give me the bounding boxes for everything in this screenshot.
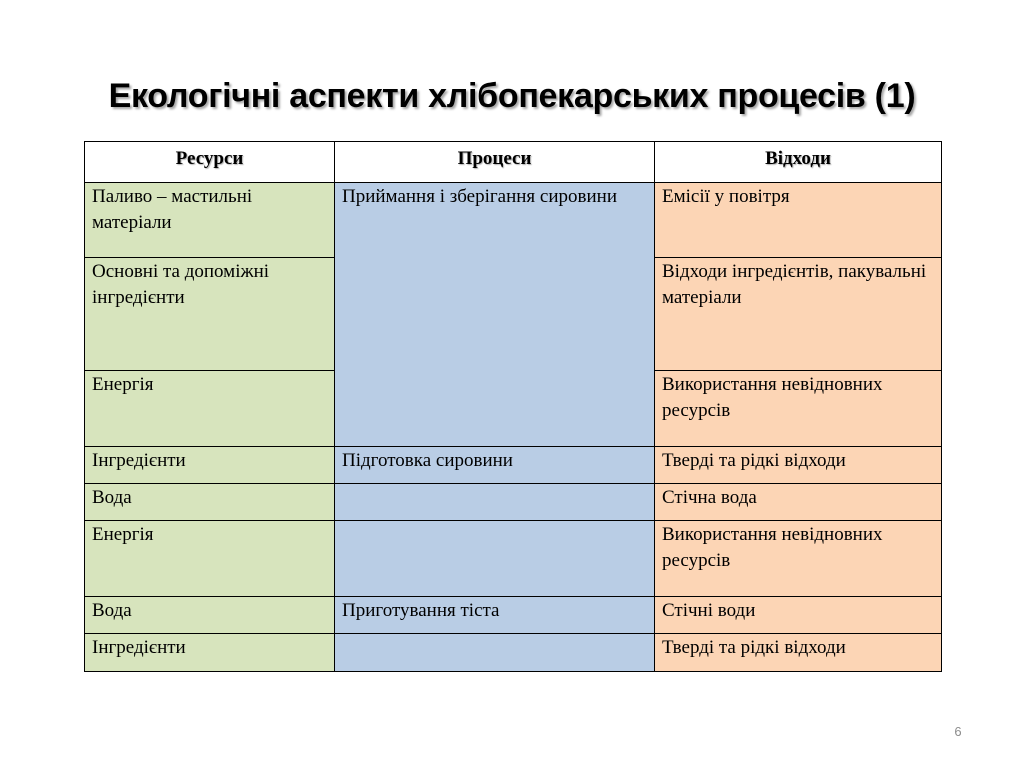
- waste-cell: Тверді та рідкі відходи: [655, 634, 942, 672]
- header-resources: Ресурси: [85, 142, 335, 183]
- process-cell: Приймання і зберігання сировини: [335, 183, 655, 447]
- process-cell: Підготовка сировини: [335, 447, 655, 484]
- resource-cell: Паливо – мастильні матеріали: [85, 183, 335, 258]
- waste-cell: Стічна вода: [655, 484, 942, 521]
- process-cell: [335, 634, 655, 672]
- resource-cell: Вода: [85, 484, 335, 521]
- process-cell: Приготування тіста: [335, 597, 655, 634]
- table-row: [85, 447, 942, 484]
- table-row: [85, 521, 942, 597]
- waste-cell: Емісії у повітря: [655, 183, 942, 258]
- slide-title: Екологічні аспекти хлібопекарських процесів (1): [108, 77, 916, 115]
- table-header-row: [85, 142, 942, 183]
- waste-cell: Тверді та рідкі відходи: [655, 447, 942, 484]
- table-row: [85, 597, 942, 634]
- waste-cell: Використання невідновних ресурсів: [655, 371, 942, 447]
- resource-cell: Інгредієнти: [85, 634, 335, 672]
- table-row: [85, 183, 942, 258]
- resource-cell: Основні та допоміжні інгредієнти: [85, 258, 335, 371]
- table-row: [85, 634, 942, 672]
- header-processes: Процеси: [335, 142, 655, 183]
- waste-cell: Стічні води: [655, 597, 942, 634]
- resource-cell: Інгредієнти: [85, 447, 335, 484]
- header-waste: Відходи: [655, 142, 942, 183]
- waste-cell: Використання невідновних ресурсів: [655, 521, 942, 597]
- process-cell: [335, 484, 655, 521]
- resource-cell: Енергія: [85, 371, 335, 447]
- resource-cell: Вода: [85, 597, 335, 634]
- resources-table: [84, 141, 942, 672]
- table-row: [85, 484, 942, 521]
- page-number: 6: [954, 724, 962, 739]
- resource-cell: Енергія: [85, 521, 335, 597]
- waste-cell: Відходи інгредієнтів, пакувальні матеріали: [655, 258, 942, 371]
- process-cell: [335, 521, 655, 597]
